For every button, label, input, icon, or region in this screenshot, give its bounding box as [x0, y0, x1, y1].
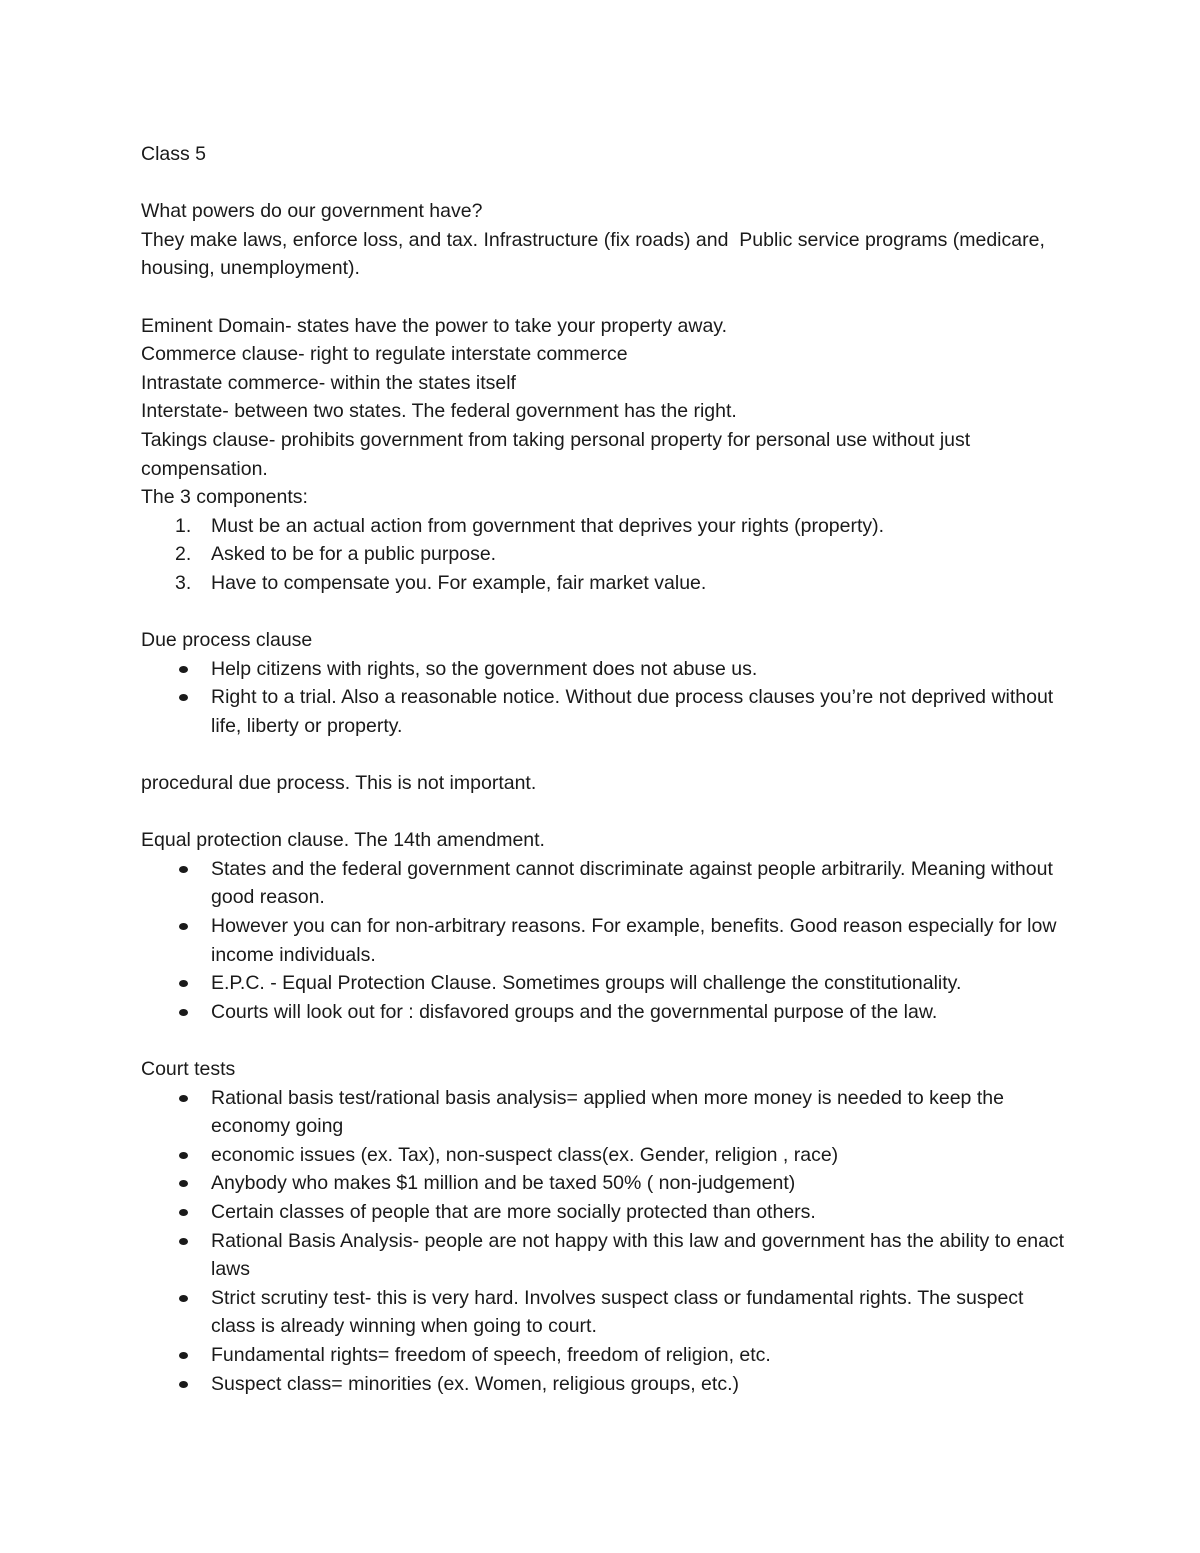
document-body: [141, 140, 1071, 1398]
list-item: [141, 1227, 1071, 1284]
definition-takings-clause: Takings clause- prohibits government from taking personal property for personal use without just compensation.: [141, 428, 976, 480]
bullet-icon: [179, 1381, 188, 1388]
spacer: [141, 598, 1071, 627]
bullet-icon: [179, 1095, 188, 1102]
equal-protection-list: [141, 855, 1071, 1027]
list-item: [141, 1370, 1071, 1399]
list-item-text: economic issues (ex. Tax), non-suspect class(ex. Gender, religion , race): [211, 1143, 839, 1166]
list-item: [141, 855, 1071, 912]
definition-commerce-clause: Commerce clause- right to regulate interstate commerce: [141, 343, 628, 366]
list-item-text: Must be an actual action from government that deprives your rights (property).: [211, 514, 885, 537]
bullet-icon: [179, 1352, 188, 1359]
list-item-text: Right to a trial. Also a reasonable notice. Without due process clauses you’re not deprived without life, liberty or property.: [211, 686, 1054, 737]
page-title: Class 5: [141, 143, 207, 165]
court-tests-heading: Court tests: [141, 1058, 236, 1080]
list-item-text: Asked to be for a public purpose.: [211, 543, 497, 566]
list-item: [141, 1169, 1071, 1198]
due-process-heading: Due process clause: [141, 629, 313, 652]
list-item-text: Fundamental rights= freedom of speech, freedom of religion, etc.: [211, 1343, 771, 1366]
equal-protection-heading: Equal protection clause. The 14th amendment.: [141, 829, 545, 852]
list-item: [141, 1284, 1071, 1341]
list-item: [141, 1198, 1071, 1227]
definition-interstate: Interstate- between two states. The federal government has the right.: [141, 400, 737, 423]
list-item: [141, 655, 1071, 684]
bullet-icon: [179, 694, 188, 701]
list-item-text: States and the federal government cannot discriminate against people arbitrarily. Meaning without good reason.: [211, 857, 1053, 909]
definition-intrastate: Intrastate commerce- within the states itself: [141, 371, 516, 394]
bullet-icon: [179, 866, 188, 873]
list-item-text: Rational Basis Analysis- people are not happy with this law and government has the ability to enact laws: [211, 1229, 1065, 1281]
list-item: [141, 569, 1071, 598]
list-item: [141, 998, 1071, 1027]
spacer: [141, 169, 1071, 198]
intro-answer: They make laws, enforce loss, and tax. Infrastructure (fix roads) and Public service programs (medicare, housing, unemployment).: [141, 228, 1051, 280]
list-item-text: Suspect class= minorities (ex. Women, religious groups, etc.): [211, 1372, 739, 1395]
bullet-icon: [179, 666, 188, 673]
list-item-text: Strict scrutiny test- this is very hard. Involves suspect class or fundamental rights. The suspect class is already winning when going to court.: [211, 1286, 1024, 1338]
list-number: 2.: [175, 543, 192, 566]
spacer: [141, 283, 1071, 312]
list-item-text: However you can for non-arbitrary reasons. For example, benefits. Good reason especially for low income individuals.: [211, 915, 1057, 966]
bullet-icon: [179, 1009, 188, 1016]
bullet-icon: [179, 1238, 188, 1245]
bullet-icon: [179, 923, 188, 930]
bullet-icon: [179, 1295, 188, 1302]
components-heading: The 3 components:: [141, 486, 308, 509]
list-number: 1.: [175, 514, 192, 537]
list-item: [141, 1084, 1071, 1141]
spacer: [141, 740, 1071, 769]
components-list: [141, 512, 1071, 598]
due-process-list: [141, 655, 1071, 741]
list-item: [141, 912, 1071, 969]
list-item: [141, 969, 1071, 998]
list-item-text: Rational basis test/rational basis analysis= applied when more money is needed to keep the economy going: [211, 1086, 1004, 1138]
list-item-text: E.P.C. - Equal Protection Clause. Sometimes groups will challenge the constitutionality.: [211, 972, 962, 995]
spacer: [141, 798, 1071, 827]
list-item-text: Have to compensate you. For example, fair market value.: [211, 571, 707, 594]
list-item: [141, 512, 1071, 541]
bullet-icon: [179, 1180, 188, 1187]
list-item: [141, 683, 1071, 740]
spacer: [141, 1026, 1071, 1055]
list-item-text: Anybody who makes $1 million and be taxed 50% ( non-judgement): [211, 1172, 796, 1195]
list-item: [141, 540, 1071, 569]
procedural-note: procedural due process. This is not important.: [141, 772, 537, 795]
intro-question: What powers do our government have?: [141, 200, 483, 223]
list-item: [141, 1341, 1071, 1370]
bullet-icon: [179, 1209, 188, 1216]
list-item-text: Certain classes of people that are more socially protected than others.: [211, 1200, 816, 1223]
court-tests-list: [141, 1084, 1071, 1399]
definition-eminent-domain: Eminent Domain- states have the power to take your property away.: [141, 314, 728, 337]
bullet-icon: [179, 980, 188, 987]
list-item-text: Help citizens with rights, so the government does not abuse us.: [211, 657, 758, 680]
bullet-icon: [179, 1152, 188, 1159]
list-number: 3.: [175, 571, 192, 594]
list-item: [141, 1141, 1071, 1170]
list-item-text: Courts will look out for : disfavored groups and the governmental purpose of the law.: [211, 1000, 938, 1023]
